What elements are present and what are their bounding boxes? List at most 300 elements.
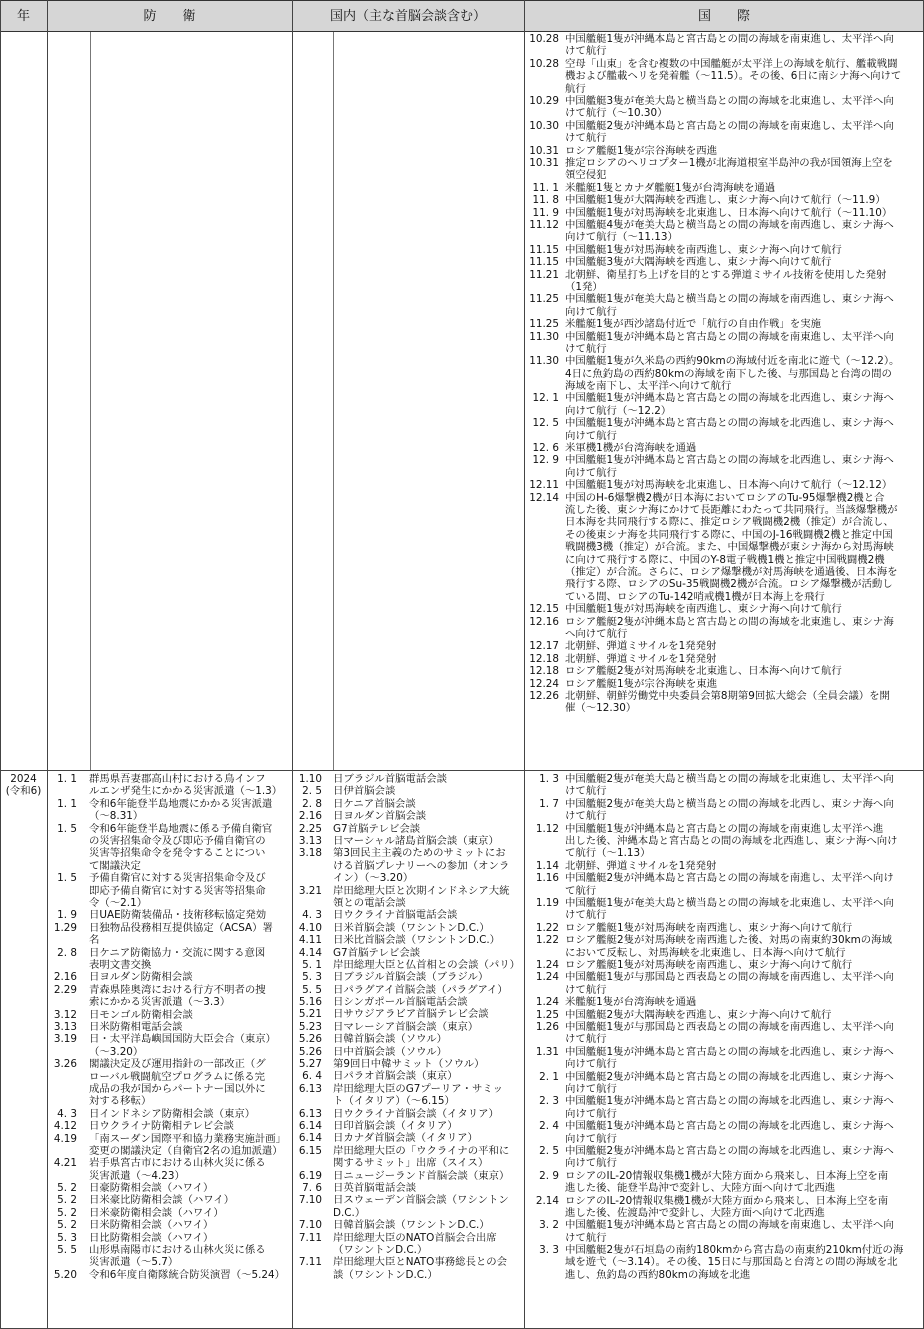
entry-date: 5. 5 <box>302 983 322 996</box>
entry-text-line: 表明文書交換 <box>89 958 152 971</box>
entry-text-line: 中国艦艇1隻が沖縄本島と宮古島との間の海域を南東進し、太平洋へ向 <box>565 1219 894 1232</box>
entry-date: 12.26 <box>529 690 559 702</box>
entry-text-line: 空母「山東」を含む複数の中国艦艇が太平洋上の海域を航行、艦載戦闘 <box>565 57 898 70</box>
entry-text-line: 名 <box>89 934 100 947</box>
entry-text <box>565 860 716 872</box>
entry-text <box>333 823 420 835</box>
entry-text-line: ロシア艦艇1隻が対馬海峡を南西進し、東シナ海へ向けて航行 <box>565 921 853 934</box>
entry-text <box>565 256 831 268</box>
entry-date: 2. 5 <box>539 1144 559 1157</box>
entry-text-line: イン）（～3.20） <box>333 872 414 885</box>
entry-date: 5.23 <box>298 1020 322 1033</box>
entry-text-line: 進した後、佐渡島沖で変針し、大陸方面へ向けて北西進 <box>565 1206 825 1219</box>
entry-date: 4. 3 <box>57 1107 77 1120</box>
list-item <box>527 392 921 417</box>
entry-text-line: 向けて航行 <box>565 1132 617 1145</box>
entry-text-line: （1発） <box>565 280 603 293</box>
list-item <box>294 909 522 921</box>
entry-text-line: 日ケニア首脳会談 <box>333 797 416 810</box>
entry-text-line: 米艦艇1隻が台湾海峡を通過 <box>565 996 697 1009</box>
entry-text-line: 中国艦艇3隻が大隅海峡を西進し、東シナ海へ向けて航行 <box>565 256 832 269</box>
entry-date: 5.16 <box>298 996 322 1009</box>
list-item <box>527 798 921 823</box>
entry-text <box>565 897 894 922</box>
entry-text-line: 向けて航行 <box>565 1058 617 1071</box>
entry-date: 2. 4 <box>539 1120 559 1133</box>
list-item <box>527 1046 921 1071</box>
list-item <box>527 120 921 145</box>
entry-date: 3.26 <box>53 1058 77 1071</box>
entry-date: 7.11 <box>298 1256 322 1269</box>
entry-text <box>333 1008 489 1020</box>
divider-year <box>47 0 48 1329</box>
entry-text-line: けて航行 <box>565 45 607 58</box>
entry-text-line: 令和6年能登半島地震に係る予備自衛官 <box>89 822 273 835</box>
entry-text <box>89 798 272 823</box>
entry-date: 10.28 <box>529 57 559 70</box>
entry-text-line: けて航行 <box>565 1033 607 1046</box>
entry-text <box>89 1021 183 1033</box>
entry-date: 5. 5 <box>57 1244 77 1257</box>
list-item <box>49 1009 290 1021</box>
entry-date: 1.31 <box>535 1045 559 1058</box>
entry-text-line: の災害招集命令及び即応予備自衛官の <box>89 834 266 847</box>
entry-text-line: 米軍機1機が台湾海峡を通過 <box>565 442 697 455</box>
entry-text-line: 岩手県宮古市における山林火災に係る <box>89 1157 266 1170</box>
entry-date: 1.26 <box>535 1020 559 1033</box>
entry-date: 2.25 <box>298 822 322 835</box>
entry-date: 10.31 <box>529 144 559 157</box>
entry-text <box>89 1058 266 1108</box>
entry-text <box>89 1244 266 1269</box>
entry-text-line: において反転し、対馬海峡を北東進し、日本海へ向けて航行 <box>565 946 846 959</box>
entry-text-line: けて航行 <box>565 785 607 798</box>
entry-text-line: 「南スーダン国際平和協力業務実施計画」 <box>89 1132 287 1145</box>
entry-text-line: ルエンザ発生にかかる災害派遣（～1.3） <box>89 785 283 798</box>
entry-date: 5.27 <box>298 1058 322 1071</box>
entry-text-line: 中国艦艇1隻が奄美大島と横当島との間の海域を北東進し、太平洋へ向 <box>565 896 894 909</box>
entry-text-line: 即応予備自衛官に対する災害等招集命 <box>89 884 266 897</box>
list-item <box>294 1083 522 1108</box>
list-item <box>294 1108 522 1120</box>
entry-text-line: （～3.20） <box>89 1045 144 1058</box>
list-item <box>527 1009 921 1021</box>
entry-date: 6.15 <box>298 1144 322 1157</box>
entry-text-line: 北朝鮮、弾道ミサイルを1発発射 <box>565 859 717 872</box>
list-item <box>527 157 921 182</box>
entry-text-line: に向けて飛行する際に、中国のY-8電子戦機1機と推定中国戦闘機2機 <box>565 553 885 566</box>
entry-text-line: 日ブラジル首脳会談（ブラジル） <box>333 971 489 984</box>
entry-date: 2. 8 <box>302 797 322 810</box>
date-divider-domestic-2023 <box>333 32 334 770</box>
list-item <box>49 773 290 798</box>
entry-text-line: 中国艦艇1隻が対馬海峡を北東進し、日本海へ向けて航行（～11.10） <box>565 206 893 219</box>
entry-date: 12.17 <box>529 640 559 653</box>
list-item <box>527 897 921 922</box>
list-item <box>294 885 522 910</box>
entry-text <box>333 1182 416 1194</box>
entry-text-line: 日米豪防衛相会談（ハワイ） <box>89 1206 224 1219</box>
entry-date: 11.21 <box>529 268 559 281</box>
list-item <box>527 182 921 194</box>
entry-text <box>565 616 894 641</box>
entry-text-line: 中国艦艇1隻が大隅海峡を西進し、東シナ海へ向けて航行（～11.9） <box>565 194 886 207</box>
entry-text <box>333 847 509 884</box>
list-item <box>527 355 921 392</box>
entry-text-line: 日ウクライナ防衛相テレビ会談 <box>89 1120 234 1133</box>
entry-date: 6.14 <box>298 1132 322 1145</box>
entry-text-line: 中国艦艇1隻が沖縄本島と宮古島との間の海域を北西進し、東シナ海へ <box>565 392 894 405</box>
entry-text-line: 日ヨルダン防衛相会談 <box>89 971 193 984</box>
list-item <box>49 1058 290 1108</box>
entry-text <box>333 1132 478 1144</box>
entry-text-line: 日・太平洋島嶼国国防大臣会合（東京） <box>89 1033 277 1046</box>
entry-date: 10.31 <box>529 156 559 169</box>
entry-text-line: 日伊首脳会談 <box>333 785 396 798</box>
list-item <box>294 971 522 983</box>
entry-text <box>333 947 420 959</box>
list-item <box>527 1071 921 1096</box>
entry-date: 6.19 <box>298 1169 322 1182</box>
year-separator <box>0 770 924 771</box>
entry-text-line: 日印首脳会談（イタリア） <box>333 1119 458 1132</box>
entry-text-line: （ワシントンD.C.） <box>333 1243 428 1256</box>
entry-text-line: 日豪防衛相会談（ハワイ） <box>89 1182 214 1195</box>
entry-text-line: 中国艦艇1隻が与那国島と西表島との間の海域を南西進し、太平洋へ向 <box>565 971 894 984</box>
entry-text <box>333 959 520 971</box>
entry-text <box>333 885 510 910</box>
entry-text-line: （～8.31） <box>89 810 144 823</box>
entry-date: 2. 3 <box>539 1095 559 1108</box>
entry-date: 5. 2 <box>57 1194 77 1207</box>
entry-text <box>565 182 775 194</box>
entry-text-line: 中国艦艇1隻が沖縄本島と宮古島との間の海域を北西進し、東シナ海へ <box>565 454 894 467</box>
entry-date: 6.13 <box>298 1107 322 1120</box>
entry-text-line: 向けて航行 <box>565 466 617 479</box>
entry-date: 11.30 <box>529 330 559 343</box>
list-item <box>49 1207 290 1219</box>
entry-text <box>565 293 894 318</box>
header-international: 国 際 <box>697 9 750 24</box>
entry-text-line: 日ケニア防衛協力・交流に関する意図 <box>89 946 266 959</box>
entry-date: 5. 2 <box>57 1182 77 1195</box>
list-item <box>294 1232 522 1257</box>
entry-date: 10.28 <box>529 33 559 45</box>
entry-date: 3.13 <box>298 834 322 847</box>
list-item <box>49 1244 290 1269</box>
entry-text-line: 日UAE防衛装備品・技術移転協定発効 <box>89 909 267 922</box>
entry-text-line: その後東シナ海を共同飛行する際に、中国のJ-16戦闘機2機と推定中国 <box>565 528 893 541</box>
list-item <box>49 1157 290 1182</box>
header-domestic: 国内（主な首脳会談含む） <box>329 9 486 24</box>
entry-text-line: 日ヨルダン首脳会談 <box>333 810 427 823</box>
entry-date: 1.25 <box>535 1008 559 1021</box>
entry-text <box>333 1033 447 1045</box>
entry-text <box>565 244 842 256</box>
entry-text <box>565 355 899 392</box>
entry-text <box>565 318 821 330</box>
entry-date: 5. 3 <box>302 971 322 984</box>
entry-text <box>89 1269 285 1281</box>
entry-date: 12.11 <box>529 479 559 492</box>
entry-text-line: 中国艦艇4隻が奄美大島と横当島との間の海域を南西進し、東シナ海へ <box>565 218 894 231</box>
list-item <box>527 616 921 641</box>
entry-text-line: 中国艦艇1隻が対馬海峡を南西進し、東シナ海へ向けて航行 <box>565 243 842 256</box>
list-item <box>294 1182 522 1194</box>
list-item <box>294 1132 522 1144</box>
entry-text <box>565 653 716 665</box>
entry-text-line: ている間、ロシアのTu-142哨戒機1機が日本海上を飛行 <box>565 590 825 603</box>
entry-text-line: 日韓首脳会談（ワシントンD.C.） <box>333 1219 490 1232</box>
entry-text-line: けて航行 <box>565 983 607 996</box>
entry-text-line: て閣議決定 <box>89 859 141 872</box>
entry-date: 11.15 <box>529 243 559 256</box>
entry-text-line: ローバル戦闘航空プログラムに係る完 <box>89 1070 266 1083</box>
entry-text <box>333 1046 447 1058</box>
entry-date: 7.10 <box>298 1194 322 1207</box>
entry-text-line: 中国艦艇2隻が沖縄本島と宮古島との間の海域を南進し、太平洋へ向け <box>565 872 894 885</box>
entry-text-line: G7首脳テレビ会談 <box>333 946 421 959</box>
entry-date: 6. 4 <box>302 1070 322 1083</box>
entry-date: 1.22 <box>535 921 559 934</box>
entry-text <box>565 392 894 417</box>
entry-text-line: 日米防衛相電話会談 <box>89 1020 183 1033</box>
entry-date: 7. 6 <box>302 1181 322 1194</box>
list-item <box>527 603 921 615</box>
list-item <box>527 860 921 872</box>
entry-text-line: 域を遊弋（～3.14）。その後、15日に与那国島と台湾との間の海域を北 <box>565 1256 898 1269</box>
entry-text-line: けて航行 <box>565 909 607 922</box>
entry-text-line: 流した後、東シナ海にかけて長距離にわたって共同飛行。当該爆撃機が <box>565 504 898 517</box>
entry-text <box>333 984 508 996</box>
entry-text <box>89 773 282 798</box>
entry-text-line: 日サウジアラビア首脳テレビ会談 <box>333 1008 489 1021</box>
entry-date: 11.25 <box>529 318 559 331</box>
entry-text-line: 中国艦艇2隻が沖縄本島と宮古島との間の海域を北西進し、東シナ海へ <box>565 1070 894 1083</box>
entry-date: 3.18 <box>298 847 322 860</box>
list-item <box>527 269 921 294</box>
entry-text-line: 令和6年度自衛隊統合防災演習（～5.24） <box>89 1268 285 1281</box>
entry-text <box>565 1021 894 1046</box>
entry-date: 1.12 <box>535 822 559 835</box>
entry-text <box>89 971 193 983</box>
entry-date: 3. 2 <box>539 1219 559 1232</box>
entry-text-line: 日韓首脳会談（ソウル） <box>333 1033 447 1046</box>
entry-date: 11.15 <box>529 256 559 269</box>
list-item <box>527 1244 921 1281</box>
entry-text-line: （推定）が合流。さらに、ロシア爆撃機が対馬海峡を通過後、日本海を <box>565 566 898 578</box>
entry-text-line: 中国艦艇1隻が沖縄本島と宮古島との間の海域を南東進し太平洋へ進 <box>565 822 884 835</box>
entry-date: 4.11 <box>298 934 322 947</box>
entry-date: 3.12 <box>53 1008 77 1021</box>
entry-text-line: 日中首脳会談（ソウル） <box>333 1045 447 1058</box>
list-item <box>527 58 921 95</box>
list-item <box>294 785 522 797</box>
entry-text <box>565 454 894 479</box>
entry-text-line: 日スウェーデン首脳会談（ワシントン <box>333 1194 509 1207</box>
entry-text-line: ロシア艦艇2隻が対馬海峡を南西進した後、対馬の南東約30kmの海域 <box>565 934 892 947</box>
list-item <box>527 959 921 971</box>
entry-date: 4.21 <box>53 1157 77 1170</box>
list-item <box>527 331 921 356</box>
entry-text-line: へ向けて航行 <box>565 628 628 641</box>
list-item <box>294 810 522 822</box>
entry-text-line: けて航行 <box>565 342 607 355</box>
entry-text-line: ける首脳プレナリーへの参加（オンラ <box>333 859 510 872</box>
list-item <box>527 1095 921 1120</box>
entry-date: 5. 2 <box>57 1206 77 1219</box>
entry-text-line: 第9回日中韓サミット（ソウル） <box>333 1058 485 1071</box>
entry-text-line: 岸田総理大臣と仏首相との会談（パリ） <box>333 958 521 971</box>
entry-date: 2.14 <box>535 1194 559 1207</box>
entry-text <box>565 1244 903 1281</box>
entry-text <box>89 1182 213 1194</box>
list-item <box>527 996 921 1008</box>
entry-date: 1.19 <box>535 896 559 909</box>
entry-text-line: 進し、魚釣島の西約80kmの海域を北進 <box>565 1268 751 1281</box>
entry-text-line: 領との電話会談 <box>333 896 406 909</box>
entry-date: 12. 1 <box>532 392 559 405</box>
entry-text-line: て航行（～1.13） <box>565 847 651 860</box>
entry-text <box>565 1071 894 1096</box>
entry-text <box>565 145 717 157</box>
list-item <box>294 835 522 847</box>
entry-text <box>89 1108 255 1120</box>
list-item <box>49 1120 290 1132</box>
entry-date: 11. 1 <box>532 181 559 194</box>
list-item <box>294 1256 522 1281</box>
entry-text <box>333 835 499 847</box>
entry-text-line: 日米比首脳会談（ワシントンD.C.） <box>333 934 501 947</box>
entry-text-line: 令（～2.1） <box>89 896 148 909</box>
entry-text-line: 日ウクライナ首脳会談（イタリア） <box>333 1107 499 1120</box>
entry-date: 1.24 <box>535 996 559 1009</box>
entry-date: 1. 3 <box>539 773 559 785</box>
entry-text <box>89 1120 234 1132</box>
entry-text-line: 日英首脳電話会談 <box>333 1181 417 1194</box>
entry-date: 12.14 <box>529 491 559 504</box>
list-item <box>527 823 921 860</box>
entry-text-line: 中国艦艇2隻が奄美大島と横当島との間の海域を北西し、東シナ海へ向 <box>565 797 894 810</box>
entry-text-line: 令和6年能登半島地震にかかる災害派遣 <box>89 797 273 810</box>
entry-text-line: 戦闘機3機（推定）が合流。また、中国爆撃機が東シナ海から対馬海峡 <box>565 541 894 554</box>
entry-text <box>89 1194 234 1206</box>
entry-text <box>565 934 892 959</box>
entry-text <box>333 934 500 946</box>
entry-date: 5. 3 <box>57 1231 77 1244</box>
entry-text-line: 災害等招集命令を発令することについ <box>89 847 266 860</box>
entry-date: 1.24 <box>535 971 559 984</box>
entry-text-line: 日ニュージーランド首脳会談（東京） <box>333 1169 510 1182</box>
list-item <box>49 947 290 972</box>
entry-text <box>89 909 266 921</box>
list-item <box>49 1269 290 1281</box>
entry-text-line: 機および艦載ヘリを発着艦（～11.5）。その後、6日に南シナ海へ向けて <box>565 70 902 83</box>
entry-text-line: 岸田総理大臣とNATO事務総長との会 <box>333 1256 508 1269</box>
list-item <box>294 1033 522 1045</box>
entry-text-line: 談（ワシントンD.C.） <box>333 1268 438 1281</box>
list-item <box>527 293 921 318</box>
entry-text-line: 日カナダ首脳会談（イタリア） <box>333 1132 478 1145</box>
list-item <box>294 1145 522 1170</box>
entry-text <box>565 640 716 652</box>
year-2024: 2024 (令和6) <box>5 773 42 798</box>
list-item <box>527 1120 921 1145</box>
entry-text-line: 4日に魚釣島の西約80kmの海域を南下した後、与那国島と台湾の間の <box>565 367 892 380</box>
entry-text-line: 向けて航行 <box>565 1157 617 1170</box>
entry-text-line: 中国艦艇2隻が奄美大島と横当島との間の海域を北東進し、太平洋へ向 <box>565 773 894 785</box>
entry-text-line: 閣議決定及び運用指針の一部改正（グ <box>89 1058 266 1071</box>
entry-text <box>333 1194 509 1219</box>
list-item <box>49 872 290 909</box>
list-item <box>527 1219 921 1244</box>
entry-text-line: 中国艦艇2隻が石垣島の南約180kmから宮古島の南東約210km付近の海 <box>565 1244 904 1257</box>
entry-text <box>565 219 894 244</box>
domestic-2024-list <box>294 773 522 1281</box>
list-item <box>527 690 921 715</box>
entry-date: 1.14 <box>535 859 559 872</box>
entry-text <box>565 959 852 971</box>
list-item <box>294 934 522 946</box>
table-header <box>0 0 924 32</box>
entry-date: 12.18 <box>529 665 559 678</box>
entry-text <box>565 1145 894 1170</box>
entry-date: 1.22 <box>535 934 559 947</box>
list-item <box>294 1058 522 1070</box>
defense-2024-list <box>49 773 290 1281</box>
list-item <box>294 1046 522 1058</box>
entry-date: 3.19 <box>53 1033 77 1046</box>
entry-text-line: 日ブラジル首脳電話会談 <box>333 773 448 785</box>
list-item <box>49 823 290 873</box>
entry-text-line: ロシア艦艇1隻が対馬海峡を南西進し、東シナ海へ向けて航行 <box>565 958 853 971</box>
entry-date: 7.11 <box>298 1231 322 1244</box>
list-item <box>527 922 921 934</box>
entry-date: 11. 9 <box>532 206 559 219</box>
entry-date: 11.30 <box>529 355 559 368</box>
list-item <box>294 1008 522 1020</box>
entry-date: 11.25 <box>529 293 559 306</box>
entry-text-line: 中国艦艇1隻が沖縄本島と宮古島との間の海域を北西進し、東シナ海へ <box>565 1120 894 1133</box>
entry-text <box>89 922 273 947</box>
entry-text-line: G7首脳テレビ会談 <box>333 822 421 835</box>
list-item <box>527 256 921 268</box>
entry-date: 1. 1 <box>57 773 77 785</box>
list-item <box>527 492 921 604</box>
list-item <box>527 442 921 454</box>
list-item <box>527 653 921 665</box>
list-item <box>49 1108 290 1120</box>
list-item <box>527 665 921 677</box>
entry-date: 1.10 <box>298 773 322 785</box>
list-item <box>294 1120 522 1132</box>
entry-text <box>333 1232 497 1257</box>
entry-date: 11.12 <box>529 218 559 231</box>
entry-text <box>333 810 426 822</box>
list-item <box>527 640 921 652</box>
entry-text <box>565 773 894 798</box>
entry-text-line: 成品の我が国からパートナー国以外に <box>89 1082 266 1095</box>
entry-text-line: 中国のH-6爆撃機2機が日本海においてロシアのTu-95爆撃機2機と合 <box>565 491 885 504</box>
entry-date: 4.14 <box>298 946 322 959</box>
entry-text-line: 日米豪比防衛相会談（ハワイ） <box>89 1194 235 1207</box>
entry-text <box>89 1232 213 1244</box>
entry-text-line: 中国艦艇1隻が沖縄本島と宮古島との間の海域を南東進し、太平洋へ向 <box>565 33 894 45</box>
entry-text <box>333 1083 503 1108</box>
entry-text-line: 向けて航行 <box>565 429 617 442</box>
entry-text <box>89 1133 286 1158</box>
list-item <box>527 1021 921 1046</box>
